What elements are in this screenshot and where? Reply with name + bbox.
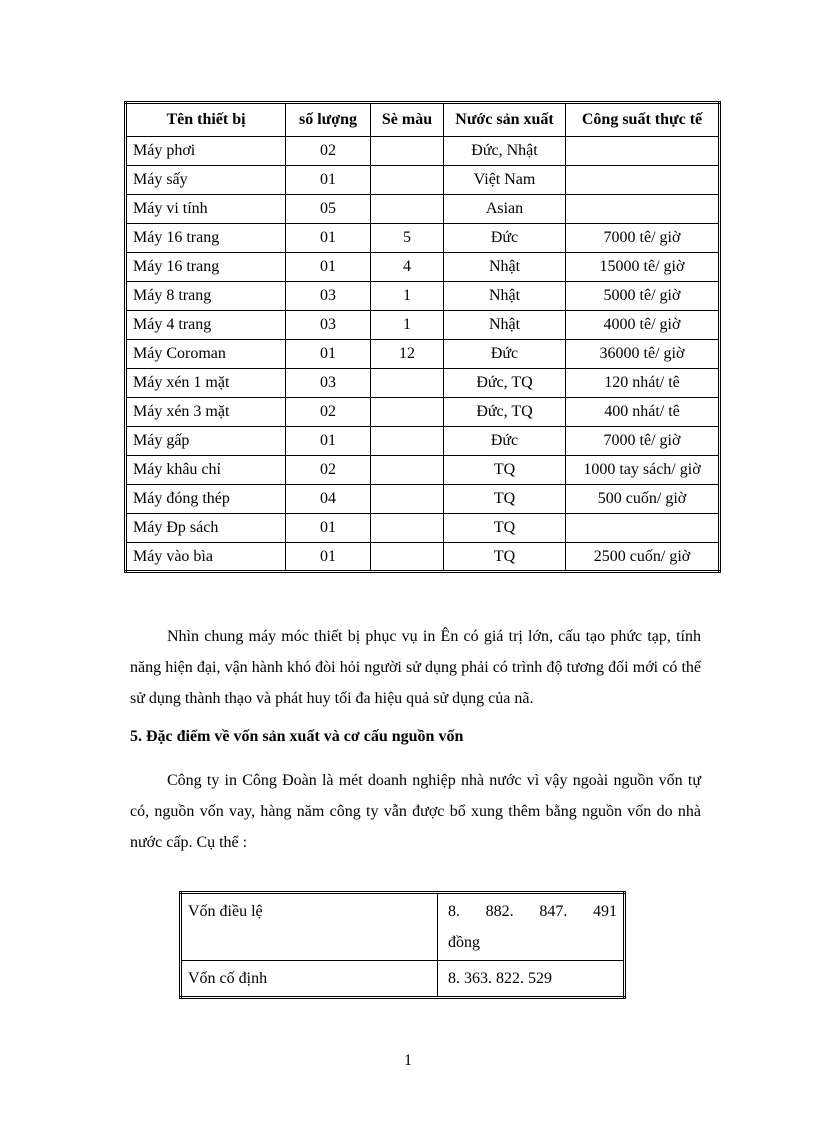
equipment-row [126,137,720,166]
cell-country: Đức, Nhật [444,137,566,166]
cell-capacity: 36000 tê/ giờ [566,340,720,369]
cell-quantity: 01 [286,253,371,282]
cell-country: Việt Nam [444,166,566,195]
cell-quantity: 01 [286,340,371,369]
cell-country: TQ [444,456,566,485]
cell-country: Nhật [444,282,566,311]
cell-equipment-name: Máy 16 trang [126,253,286,282]
capital-label: Vốn điều lệ [181,893,438,961]
capital-value: 8. 882. 847. 491 đồng [438,893,625,961]
cell-colors [371,195,444,224]
paragraph-equipment-summary-text: Nhìn chung máy móc thiết bị phục vụ in Ên có giá trị lớn, cấu tạo phức tạp, tính năng hiện đại, vận hành khó đòi hỏi người sử dụng phải có trình độ tương đối mới có thể sử dụng thành thạo và phát huy tối đa hiệu quả sử dụng của nã. [130,628,701,707]
cell-quantity: 03 [286,311,371,340]
cell-capacity: 500 cuốn/ giờ [566,485,720,514]
equipment-row [126,456,720,485]
cell-capacity [566,514,720,543]
equipment-row [126,514,720,543]
equipment-table [124,101,721,573]
cell-quantity: 01 [286,427,371,456]
header-capacity: Công suất thực tế [566,103,720,137]
section-heading: 5. Đặc điểm về vốn sản xuất và cơ cấu nguồn vốn [130,728,464,745]
equipment-row [126,195,720,224]
capital-row [181,893,625,961]
cell-equipment-name: Máy phơi [126,137,286,166]
cell-country: TQ [444,514,566,543]
cell-capacity: 5000 tê/ giờ [566,282,720,311]
cell-colors [371,166,444,195]
equipment-row [126,369,720,398]
paragraph-capital-text: Công ty in Công Đoàn là mét doanh nghiệp nhà nước vì vậy ngoài nguồn vốn tự có, nguồn vốn vay, hàng năm công ty vẫn được bổ xung thêm bằng nguồn vốn do nhà nước cấp. Cụ thể : [130,772,701,851]
cell-equipment-name: Máy 4 trang [126,311,286,340]
cell-equipment-name: Máy khâu chỉ [126,456,286,485]
cell-capacity: 7000 tê/ giờ [566,224,720,253]
equipment-row [126,485,720,514]
equipment-row [126,398,720,427]
cell-quantity: 03 [286,282,371,311]
cell-colors: 1 [371,311,444,340]
equipment-row [126,282,720,311]
cell-equipment-name: Máy Đp sách [126,514,286,543]
header-equipment-name: Tên thiết bị [126,103,286,137]
cell-country: Đức [444,224,566,253]
cell-equipment-name: Máy gấp [126,427,286,456]
capital-table [179,891,626,999]
cell-equipment-name: Máy vi tính [126,195,286,224]
cell-equipment-name: Máy xén 3 mặt [126,398,286,427]
capital-value: 8. 363. 822. 529 [438,961,625,998]
equipment-row [126,340,720,369]
cell-country: TQ [444,485,566,514]
cell-colors: 4 [371,253,444,282]
equipment-row [126,311,720,340]
cell-country: TQ [444,543,566,572]
cell-capacity: 15000 tê/ giờ [566,253,720,282]
cell-colors [371,485,444,514]
cell-colors: 1 [371,282,444,311]
header-country: Nước sản xuất [444,103,566,137]
cell-colors [371,427,444,456]
cell-country: Đức [444,427,566,456]
cell-capacity: 120 nhát/ tê [566,369,720,398]
equipment-table-header-row [126,103,720,137]
cell-equipment-name: Máy 8 trang [126,282,286,311]
equipment-row [126,427,720,456]
cell-equipment-name: Máy sấy [126,166,286,195]
page-number: 1 [404,1052,412,1069]
cell-quantity: 01 [286,166,371,195]
equipment-row [126,543,720,572]
cell-quantity: 02 [286,456,371,485]
cell-colors [371,137,444,166]
cell-quantity: 02 [286,137,371,166]
cell-quantity: 05 [286,195,371,224]
cell-quantity: 01 [286,543,371,572]
cell-capacity: 4000 tê/ giờ [566,311,720,340]
cell-colors [371,369,444,398]
cell-colors [371,543,444,572]
cell-country: Nhật [444,253,566,282]
cell-colors [371,398,444,427]
cell-quantity: 01 [286,224,371,253]
cell-country: Nhật [444,311,566,340]
cell-colors: 12 [371,340,444,369]
cell-capacity: 2500 cuốn/ giờ [566,543,720,572]
cell-quantity: 03 [286,369,371,398]
cell-quantity: 02 [286,398,371,427]
cell-equipment-name: Máy xén 1 mặt [126,369,286,398]
cell-capacity [566,166,720,195]
cell-quantity: 01 [286,514,371,543]
equipment-row [126,166,720,195]
cell-equipment-name: Máy đóng thép [126,485,286,514]
cell-country: Đức, TQ [444,398,566,427]
cell-colors [371,514,444,543]
header-colors: Sè màu [371,103,444,137]
paragraph-equipment-summary [130,621,701,714]
cell-capacity: 400 nhát/ tê [566,398,720,427]
cell-equipment-name: Máy 16 trang [126,224,286,253]
cell-country: Asian [444,195,566,224]
equipment-table-body [126,137,720,572]
cell-equipment-name: Máy vào bìa [126,543,286,572]
cell-equipment-name: Máy Coroman [126,340,286,369]
cell-country: Đức [444,340,566,369]
equipment-row [126,253,720,282]
cell-colors [371,456,444,485]
equipment-row [126,224,720,253]
header-quantity: số lượng [286,103,371,137]
cell-capacity [566,137,720,166]
cell-quantity: 04 [286,485,371,514]
capital-label: Vốn cố định [181,961,438,998]
cell-capacity: 7000 tê/ giờ [566,427,720,456]
paragraph-capital [130,765,701,858]
capital-row [181,961,625,998]
cell-capacity: 1000 tay sách/ giờ [566,456,720,485]
cell-country: Đức, TQ [444,369,566,398]
cell-capacity [566,195,720,224]
cell-colors: 5 [371,224,444,253]
